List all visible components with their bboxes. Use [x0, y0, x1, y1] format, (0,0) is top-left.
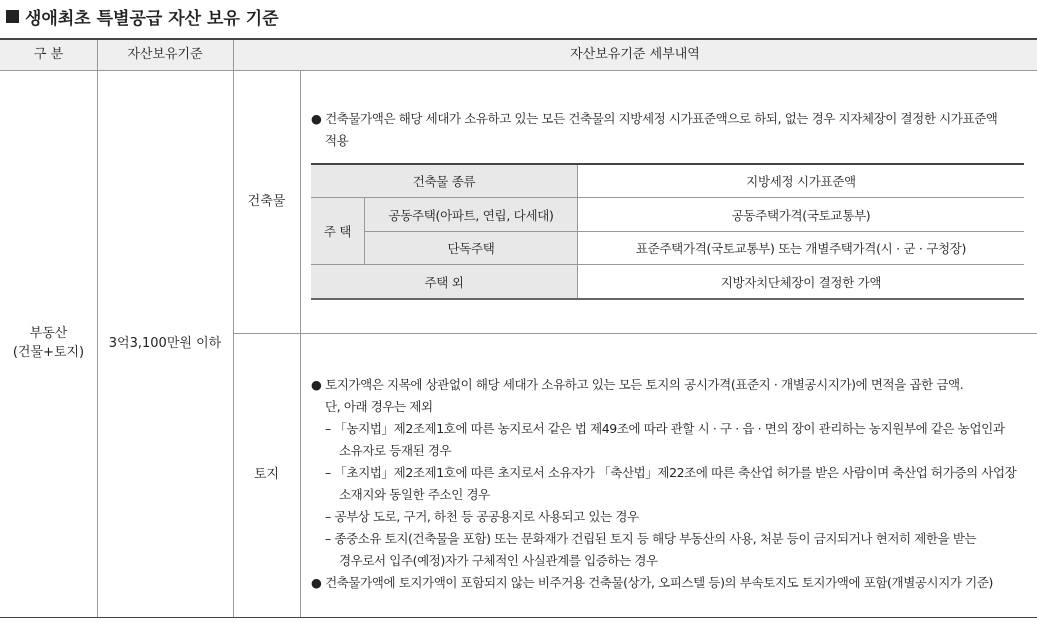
- value-cell: 지방자치단체장이 결정한 가액: [720, 274, 882, 290]
- criterion-cell: 3억3,100만원 이하: [108, 335, 222, 351]
- land-line: – 「초지법」제2조제1호에 따른 초지로서 소유자가 「축산법」제22조에 따른 축산업 허가를 받은 사람이며 축산업 허가증의 사업장: [325, 465, 1017, 480]
- land-line: ● 토지가액은 지목에 상관없이 해당 세대가 소유하고 있는 모든 토지의 공시가격(표준지 · 개별공시지가)에 면적을 곱한 금액.: [311, 377, 964, 392]
- land-line: 소재지와 동일한 주소인 경우: [339, 487, 490, 502]
- header-category: 구 분: [33, 47, 64, 63]
- title-text: 생애최초 특별공급 자산 보유 기준: [25, 9, 279, 29]
- land-line: 경우로서 입주(예정)자가 구체적인 사실관계를 입증하는 경우: [339, 553, 658, 568]
- page-title: [6, 4, 279, 29]
- building-label: 건축물: [247, 193, 286, 209]
- header-criterion: 자산보유기준: [127, 47, 203, 63]
- building-bullet-cont: 적용: [325, 133, 349, 148]
- divider: [233, 333, 1037, 334]
- th-value: 지방세정 시가표준액: [578, 165, 1024, 198]
- th-type: 건축물 종류: [311, 165, 578, 198]
- header-details: 자산보유기준 세부내역: [570, 47, 700, 63]
- type-cell: 주택 외: [311, 265, 578, 298]
- land-line: 단, 아래 경우는 제외: [325, 399, 433, 414]
- land-line: 소유자로 등재된 경우: [339, 443, 452, 458]
- land-line: – 공부상 도로, 구거, 하천 등 공공용지로 사용되고 있는 경우: [325, 509, 639, 524]
- building-price-table: [311, 163, 1024, 300]
- building-bullet: ● 건축물가액은 해당 세대가 소유하고 있는 모든 건축물의 지방세정 시가표준액으로 하되, 없는 경우 지자체장이 결정한 시가표준액: [311, 111, 998, 126]
- land-label: 토지: [253, 467, 280, 483]
- square-bullet-icon: [6, 10, 19, 23]
- category-cell: 부동산 (건물+토지): [12, 326, 85, 360]
- land-line: – 「농지법」제2조제1호에 따른 농지로서 같은 법 제49조에 따라 관할 시 · 구 · 읍 · 면의 장이 관리하는 농지원부에 같은 농업인과: [325, 421, 1005, 436]
- type-cell: 단독주택: [365, 232, 578, 265]
- value-cell: 공동주택가격(국토교통부): [578, 198, 1024, 232]
- housing-label: 주 택: [311, 198, 365, 265]
- land-line: ● 건축물가액에 토지가액이 포함되지 않는 비주거용 건축물(상가, 오피스텔 등)의 부속토지도 토지가액에 포함(개별공시지가 기준): [311, 575, 993, 590]
- table-bottom-border: [0, 617, 1037, 618]
- land-line: – 종중소유 토지(건축물을 포함) 또는 문화재가 건립된 토지 등 해당 부동산의 사용, 처분 등이 금지되거나 현저히 제한을 받는: [325, 531, 977, 546]
- type-cell: 공동주택(아파트, 연립, 다세대): [365, 198, 578, 232]
- divider: [300, 71, 301, 618]
- bullet-text: 건축물가액은 해당 세대가 소유하고 있는 모든 건축물의 지방세정 시가표준액으로 하되, 없는 경우 지자체장이 결정한 시가표준액: [325, 111, 998, 126]
- value-cell: 표준주택가격(국토교통부) 또는 개별주택가격(시 · 군 · 구청장): [578, 232, 1024, 265]
